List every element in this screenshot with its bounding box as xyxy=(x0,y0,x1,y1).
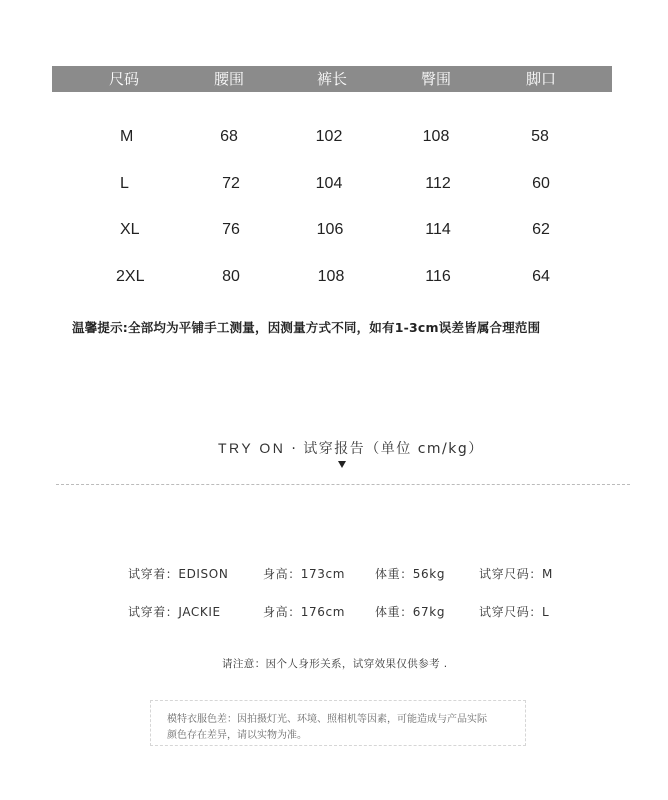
header-length: 裤长 xyxy=(316,70,347,88)
model-size: 试穿尺码：M xyxy=(479,567,553,581)
divider xyxy=(56,484,630,485)
hem-cell: 60 xyxy=(532,175,550,192)
size-cell: 2XL xyxy=(116,268,145,285)
length-cell: 102 xyxy=(315,128,343,145)
down-arrow-icon xyxy=(338,461,346,468)
model-height: 身高：176cm xyxy=(263,605,345,619)
hip-cell: 114 xyxy=(425,221,451,238)
measurement-tip: 温馨提示:全部均为平铺手工测量，因测量方式不同，如有1-3cm误差皆属合理范围 xyxy=(72,320,541,335)
model-name: 试穿着：EDISON xyxy=(128,567,229,581)
length-cell: 106 xyxy=(316,221,344,238)
model-height: 身高：173cm xyxy=(263,567,345,581)
length-cell: 108 xyxy=(317,268,345,285)
color-difference-note xyxy=(150,700,526,746)
tryon-title-en: TRY ON xyxy=(218,440,286,456)
tryon-title xyxy=(218,438,484,458)
waist-cell: 72 xyxy=(222,175,240,192)
tryon-notice: 请注意：因个人身形关系，试穿效果仅供参考 . xyxy=(222,658,448,670)
header-hip: 臀围 xyxy=(420,70,451,88)
header-size: 尺码 xyxy=(108,70,139,88)
header-hem: 脚口 xyxy=(525,70,556,88)
tryon-title-cn: 试穿报告（单位 cm/kg） xyxy=(303,441,484,457)
waist-cell: 76 xyxy=(222,221,240,238)
hem-cell: 64 xyxy=(532,268,550,285)
size-row-xl xyxy=(0,221,668,245)
model-weight: 体重：56kg xyxy=(375,567,446,581)
size-cell: M xyxy=(120,128,134,145)
waist-cell: 80 xyxy=(222,268,240,285)
size-row-2xl xyxy=(0,268,668,292)
model-size: 试穿尺码：L xyxy=(479,605,550,619)
model-weight: 体重：67kg xyxy=(375,605,446,619)
color-note-line-2: 颜色存在差异，请以实物为准。 xyxy=(167,730,307,741)
model-name: 试穿着：JACKIE xyxy=(128,605,221,619)
header-waist: 腰围 xyxy=(213,70,244,88)
waist-cell: 68 xyxy=(220,128,238,145)
hip-cell: 112 xyxy=(425,175,451,192)
size-cell: XL xyxy=(120,221,140,238)
size-cell: L xyxy=(120,175,129,192)
color-note-line-1: 模特衣服色差：因拍摄灯光、环境、照相机等因素，可能造成与产品实际 xyxy=(167,714,487,725)
hem-cell: 62 xyxy=(532,221,550,238)
hip-cell: 108 xyxy=(422,128,450,145)
length-cell: 104 xyxy=(315,175,343,192)
tryon-title-separator: · xyxy=(285,441,304,457)
tryon-row-jackie xyxy=(0,603,668,621)
tryon-row-edison xyxy=(0,565,668,583)
hip-cell: 116 xyxy=(425,268,451,285)
size-row-l xyxy=(0,175,668,199)
size-row-m xyxy=(0,128,668,152)
size-table-header xyxy=(52,66,612,92)
hem-cell: 58 xyxy=(531,128,549,145)
